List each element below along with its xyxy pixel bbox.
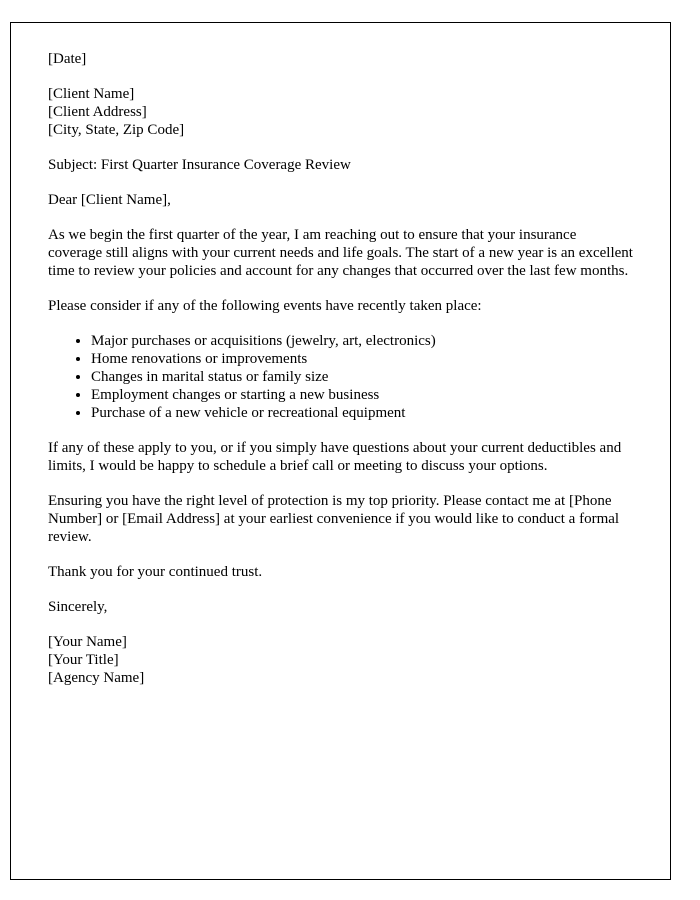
list-item-new-vehicle: • Purchase of a new vehicle or recreational equipment bbox=[91, 404, 634, 422]
signature-block bbox=[48, 633, 634, 687]
subject-line: Subject: First Quarter Insurance Coverage Review bbox=[48, 157, 351, 173]
list-item-major-purchases: • Major purchases or acquisitions (jewelry, art, electronics) bbox=[91, 332, 634, 350]
paragraph-consider: Please consider if any of the following events have recently taken place: bbox=[48, 298, 482, 314]
signature-agency: [Agency Name] bbox=[48, 670, 145, 686]
list-item-marital-status: • Changes in marital status or family size bbox=[91, 368, 634, 386]
recipient-name: [Client Name] bbox=[48, 86, 135, 102]
letter-content bbox=[11, 23, 670, 687]
recipient-city-state-zip: [City, State, Zip Code] bbox=[48, 122, 185, 138]
paragraph-intro: As we begin the first quarter of the year, I am reaching out to ensure that your insurance coverage still aligns with your current needs and life goals. The start of a new year is an excellent time to review your policies and account for any changes that occurred over the last few months. bbox=[48, 227, 633, 279]
letter-page bbox=[10, 22, 671, 880]
recipient-address: [Client Address] bbox=[48, 104, 147, 120]
salutation: Dear [Client Name], bbox=[48, 192, 171, 208]
signature-name: [Your Name] bbox=[48, 634, 127, 650]
date-line: [Date] bbox=[48, 51, 87, 67]
closing: Sincerely, bbox=[48, 599, 108, 615]
signature-title: [Your Title] bbox=[48, 652, 119, 668]
paragraph-thanks: Thank you for your continued trust. bbox=[48, 564, 263, 580]
paragraph-contact: Ensuring you have the right level of protection is my top priority. Please contact me at [Phone Number] or [Email Address] at your earliest convenience if you would like to conduct a formal review. bbox=[48, 493, 620, 545]
list-item-employment-changes: • Employment changes or starting a new business bbox=[91, 386, 634, 404]
events-list bbox=[48, 332, 634, 422]
paragraph-apply: If any of these apply to you, or if you simply have questions about your current deductibles and limits, I would be happy to schedule a brief call or meeting to discuss your options. bbox=[48, 440, 622, 474]
list-item-home-renovations: • Home renovations or improvements bbox=[91, 350, 634, 368]
recipient-block bbox=[48, 85, 634, 139]
